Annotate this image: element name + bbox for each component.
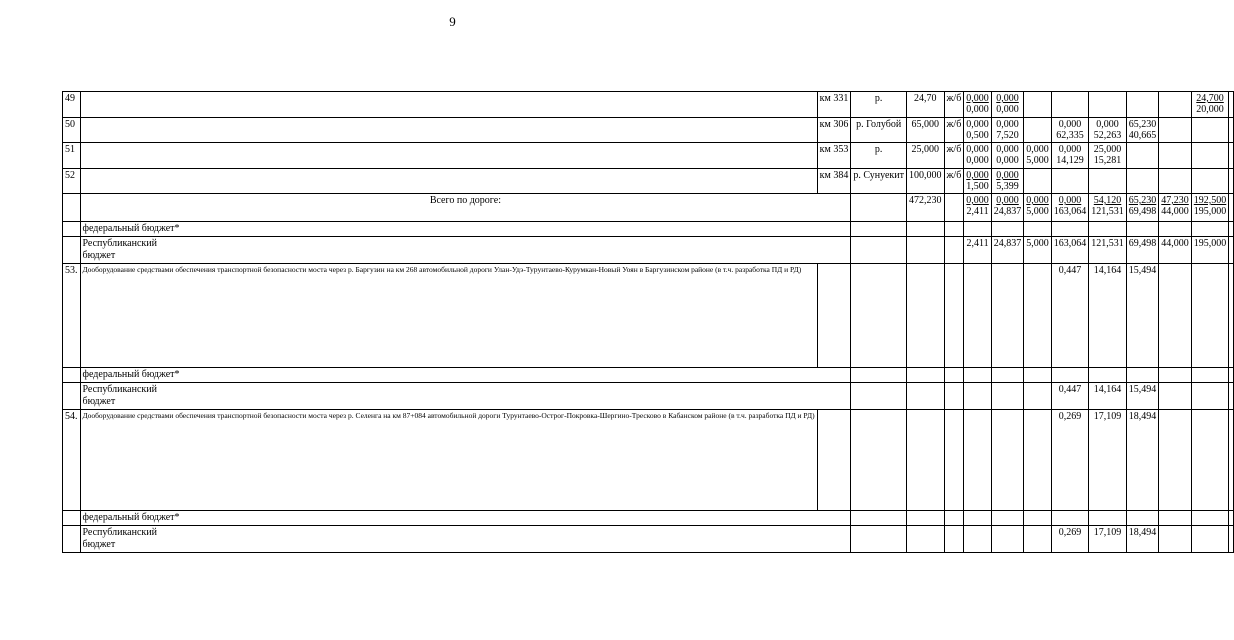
length-cell: 100,000 xyxy=(907,169,945,194)
total-value: 192,500 195,000 xyxy=(1191,194,1229,222)
value-cell xyxy=(1159,143,1192,169)
federal-row xyxy=(63,222,1234,237)
table-row xyxy=(63,143,1234,169)
empty-cell xyxy=(80,92,817,118)
page-number: 9 xyxy=(449,14,456,29)
value-cell: 24,837 xyxy=(991,237,1024,264)
value-cell: 0,000 5,399 xyxy=(991,169,1024,194)
value-cell: 0,269 xyxy=(1051,526,1089,553)
row-number: 51 xyxy=(63,143,81,169)
value-cell: 18,494 xyxy=(1126,410,1159,511)
empty-cell xyxy=(1229,194,1234,222)
empty-cell xyxy=(63,222,81,237)
empty-cell xyxy=(1229,118,1234,143)
type-cell: ж/б xyxy=(944,92,964,118)
total-value: 0,000 2,411 xyxy=(964,194,992,222)
federal-row xyxy=(63,511,1234,526)
value-cell: 163,064 xyxy=(1051,237,1089,264)
value-cell xyxy=(1159,118,1192,143)
republican-budget-label: Республиканский бюджет xyxy=(80,237,851,264)
value-cell: 0,000 0,000 xyxy=(964,143,992,169)
km-cell: км 306 xyxy=(817,118,851,143)
federal-budget-label: федеральный бюджет* xyxy=(80,511,851,526)
value-cell: 0,000 0,000 xyxy=(991,143,1024,169)
value-cell: 5,000 xyxy=(1024,237,1052,264)
value-cell: 24,700 20,000 xyxy=(1191,92,1229,118)
total-value: 0,000 24,837 xyxy=(991,194,1024,222)
republican-row xyxy=(63,383,1234,410)
value-cell: 195,000 xyxy=(1191,237,1229,264)
value-cell: 18,494 xyxy=(1126,526,1159,553)
value-cell xyxy=(1089,169,1127,194)
value-cell: 15,494 xyxy=(1126,264,1159,368)
value-cell: 0,000 0,000 xyxy=(991,92,1024,118)
value-cell xyxy=(1051,169,1089,194)
table-row xyxy=(63,118,1234,143)
value-cell xyxy=(1191,118,1229,143)
object-name: р. Сунуекит xyxy=(851,169,907,194)
length-cell: 24,70 xyxy=(907,92,945,118)
value-cell xyxy=(1051,92,1089,118)
empty-cell xyxy=(851,194,907,222)
federal-budget-label: федеральный бюджет* xyxy=(80,368,851,383)
republican-budget-label: Республиканский бюджет xyxy=(80,526,851,553)
value-cell: 0,000 62,335 xyxy=(1051,118,1089,143)
value-cell: 0,447 xyxy=(1051,264,1089,368)
item-description: Дооборудование средствами обеспечения транспортной безопасности моста через р. Селенга на км 87+084 автомобильной дороги Турунтаево-Острог-Покровка-Шергино-Тресково в Кабанском районе (в т.ч. разработка ПД и РД) xyxy=(80,410,817,511)
type-cell: ж/б xyxy=(944,169,964,194)
total-value: 65,230 69,498 xyxy=(1126,194,1159,222)
republican-row xyxy=(63,237,1234,264)
km-cell: км 384 xyxy=(817,169,851,194)
value-cell xyxy=(1089,92,1127,118)
empty-cell xyxy=(1229,143,1234,169)
object-name: р. Голубой xyxy=(851,118,907,143)
object-name: р. xyxy=(851,143,907,169)
km-cell: км 331 xyxy=(817,92,851,118)
value-cell xyxy=(1126,169,1159,194)
value-cell xyxy=(1159,169,1192,194)
row-number: 53. xyxy=(63,264,81,368)
empty-cell xyxy=(80,118,817,143)
total-value: 0,000 5,000 xyxy=(1024,194,1052,222)
value-cell: 2,411 xyxy=(964,237,992,264)
row-number: 49 xyxy=(63,92,81,118)
value-cell: 25,000 15,281 xyxy=(1089,143,1127,169)
row-number: 54. xyxy=(63,410,81,511)
table-row xyxy=(63,264,1234,368)
total-value: 54,120 121,531 xyxy=(1089,194,1127,222)
value-cell: 121,531 xyxy=(1089,237,1127,264)
total-row xyxy=(63,194,1234,222)
empty-cell xyxy=(1229,92,1234,118)
federal-row xyxy=(63,368,1234,383)
length-cell: 25,000 xyxy=(907,143,945,169)
value-cell: 0,000 14,129 xyxy=(1051,143,1089,169)
value-cell: 0,447 xyxy=(1051,383,1089,410)
value-cell xyxy=(1126,92,1159,118)
table-row xyxy=(63,92,1234,118)
total-value: 47,230 44,000 xyxy=(1159,194,1192,222)
empty-cell xyxy=(63,237,81,264)
length-cell: 65,000 xyxy=(907,118,945,143)
empty-cell xyxy=(1229,169,1234,194)
object-name: р. xyxy=(851,92,907,118)
republican-budget-label: Республиканский бюджет xyxy=(80,383,851,410)
item-description: Дооборудование средствами обеспечения транспортной безопасности моста через р. Баргузин на км 268 автомобильной дороги Улан-Удэ-Турунтаево-Курумкан-Новый Уоян в Баргузинском районе (в т.ч. разработка ПД и РД) xyxy=(80,264,817,368)
value-cell: 17,109 xyxy=(1089,526,1127,553)
value-cell: 0,000 0,000 xyxy=(964,92,992,118)
type-cell: ж/б xyxy=(944,118,964,143)
value-cell xyxy=(1024,169,1052,194)
federal-budget-label: федеральный бюджет* xyxy=(80,222,851,237)
republican-row xyxy=(63,526,1234,553)
table-row xyxy=(63,169,1234,194)
value-cell xyxy=(1024,92,1052,118)
value-cell: 15,494 xyxy=(1126,383,1159,410)
value-cell xyxy=(1191,143,1229,169)
value-cell xyxy=(1191,169,1229,194)
value-cell xyxy=(1159,92,1192,118)
table-row xyxy=(63,410,1234,511)
empty-cell xyxy=(944,194,964,222)
total-length: 472,230 xyxy=(907,194,945,222)
empty-cell xyxy=(63,194,81,222)
value-cell xyxy=(1126,143,1159,169)
value-cell: 69,498 xyxy=(1126,237,1159,264)
total-value: 0,000 163,064 xyxy=(1051,194,1089,222)
value-cell: 0,000 7,520 xyxy=(991,118,1024,143)
value-cell: 0,000 5,000 xyxy=(1024,143,1052,169)
value-cell: 0,000 1,500 xyxy=(964,169,992,194)
value-cell: 44,000 xyxy=(1159,237,1192,264)
value-cell: 65,230 40,665 xyxy=(1126,118,1159,143)
value-cell: 14,164 xyxy=(1089,264,1127,368)
row-number: 50 xyxy=(63,118,81,143)
empty-cell xyxy=(80,143,817,169)
value-cell: 14,164 xyxy=(1089,383,1127,410)
program-table xyxy=(62,91,1234,553)
total-label: Всего по дороге: xyxy=(80,194,851,222)
km-cell: км 353 xyxy=(817,143,851,169)
type-cell: ж/б xyxy=(944,143,964,169)
value-cell: 17,109 xyxy=(1089,410,1127,511)
value-cell: 0,000 0,500 xyxy=(964,118,992,143)
empty-cell xyxy=(80,169,817,194)
value-cell: 0,000 52,263 xyxy=(1089,118,1127,143)
value-cell xyxy=(1024,118,1052,143)
row-number: 52 xyxy=(63,169,81,194)
value-cell: 0,269 xyxy=(1051,410,1089,511)
